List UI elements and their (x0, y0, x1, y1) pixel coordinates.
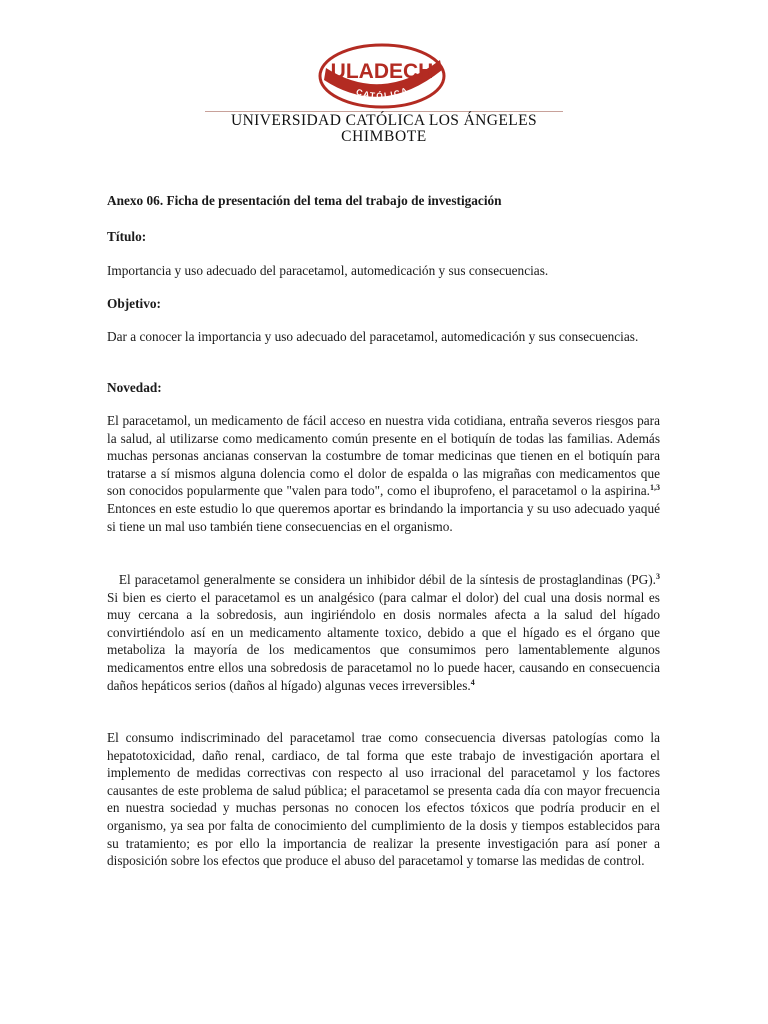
paragraph-1-text: El paracetamol, un medicamento de fácil acceso en nuestra vida cotidiana, entraña severos riesgos para la salud, al utilizarse como medicamento común presente en el botiquín de todas las familias. Además muchas personas ancianas conservan la costumbre de tomar medicinas que tienen en el botiquín para tratarse a sí mismos alguna dolencia como el dolor de espalda o las migrañas con medicamentos que son conocidos popularmente que "valen para todo", como el ibuprofeno, el paracetamol o la aspirina. (107, 413, 660, 499)
uladech-logo (318, 40, 448, 112)
annex-title: Anexo 06. Ficha de presentación del tema del trabajo de investigación (107, 193, 502, 208)
paragraph-2-text-middle: Si bien es cierto el paracetamol es un analgésico (para calmar el dolor) del cual una dosis normal es muy cercana a la sobredosis, aun ingiriéndolo en dosis normales afecta a la salud del hígado convirtiéndolo así en un medicamento altamente toxico, debido a que el hígado es el órgano que metaboliza la mayoría de los medicamentos que consumimos pero lamentablemente algunos medicamentos entre ellos una sobredosis de paracetamol no lo puede hacer, causando en consecuencia daños hepáticos serios (daños al hígado) algunas veces irreversibles. (107, 589, 660, 693)
objetivo-heading: Objetivo: (107, 296, 161, 311)
novedad-paragraph-3: El consumo indiscriminado del paracetamol trae como consecuencia diversas patologías como la hepatotoxicidad, daño renal, cardiaco, de tal forma que este trabajo de investigación aportara el implemento de medidas correctivas con respecto al uso irracional del paracetamol y los factores causantes de este problema de salud pública; el paracetamol se presenta cada día con mayor frecuencia en nuestra sociedad y muchas personas no conocen los efectos tóxicos que podría producir en el organismo, ya sea por falta de conocimiento del cumplimiento de la dosis y tiempos establecidos para su tratamiento; es por ello la importancia de realizar la presente investigación para así poner a disposición sobre los efectos que produce el abuso del paracetamol y tomarse las medidas de control. (107, 730, 660, 869)
titulo-text: Importancia y uso adecuado del paracetamol, automedicación y sus consecuencias. (107, 263, 549, 278)
novedad-heading: Novedad: (107, 380, 162, 395)
citation-4: 4 (470, 677, 475, 687)
document-header (0, 0, 768, 160)
citation-1-3: 1,3 (650, 483, 660, 493)
university-name: UNIVERSIDAD CATÓLICA LOS ÁNGELES (230, 112, 537, 129)
novedad-paragraph-1 (107, 412, 660, 535)
university-city: CHIMBOTE (341, 128, 427, 145)
titulo-heading: Título: (107, 229, 147, 244)
logo-wordmark: ULADECH (330, 60, 434, 83)
uladech-logo-graphic (318, 40, 448, 112)
logo-subtext: CATÓLICA (354, 84, 411, 101)
objetivo-text: Dar a conocer la importancia y uso adecuado del paracetamol, automedicación y sus consecuencias. (107, 329, 639, 344)
novedad-paragraph-2 (107, 571, 660, 694)
paragraph-1-text-after: Entonces en este estudio lo que queremos aportar es brindando la importancia y su uso adecuado yaqué si tiene un mal uso también tiene consecuencias en el organismo. (107, 500, 660, 534)
paragraph-2-text-before: El paracetamol generalmente se considera un inhibidor débil de la síntesis de prostaglandinas (PG). (118, 572, 656, 587)
citation-3: 3 (656, 572, 660, 581)
